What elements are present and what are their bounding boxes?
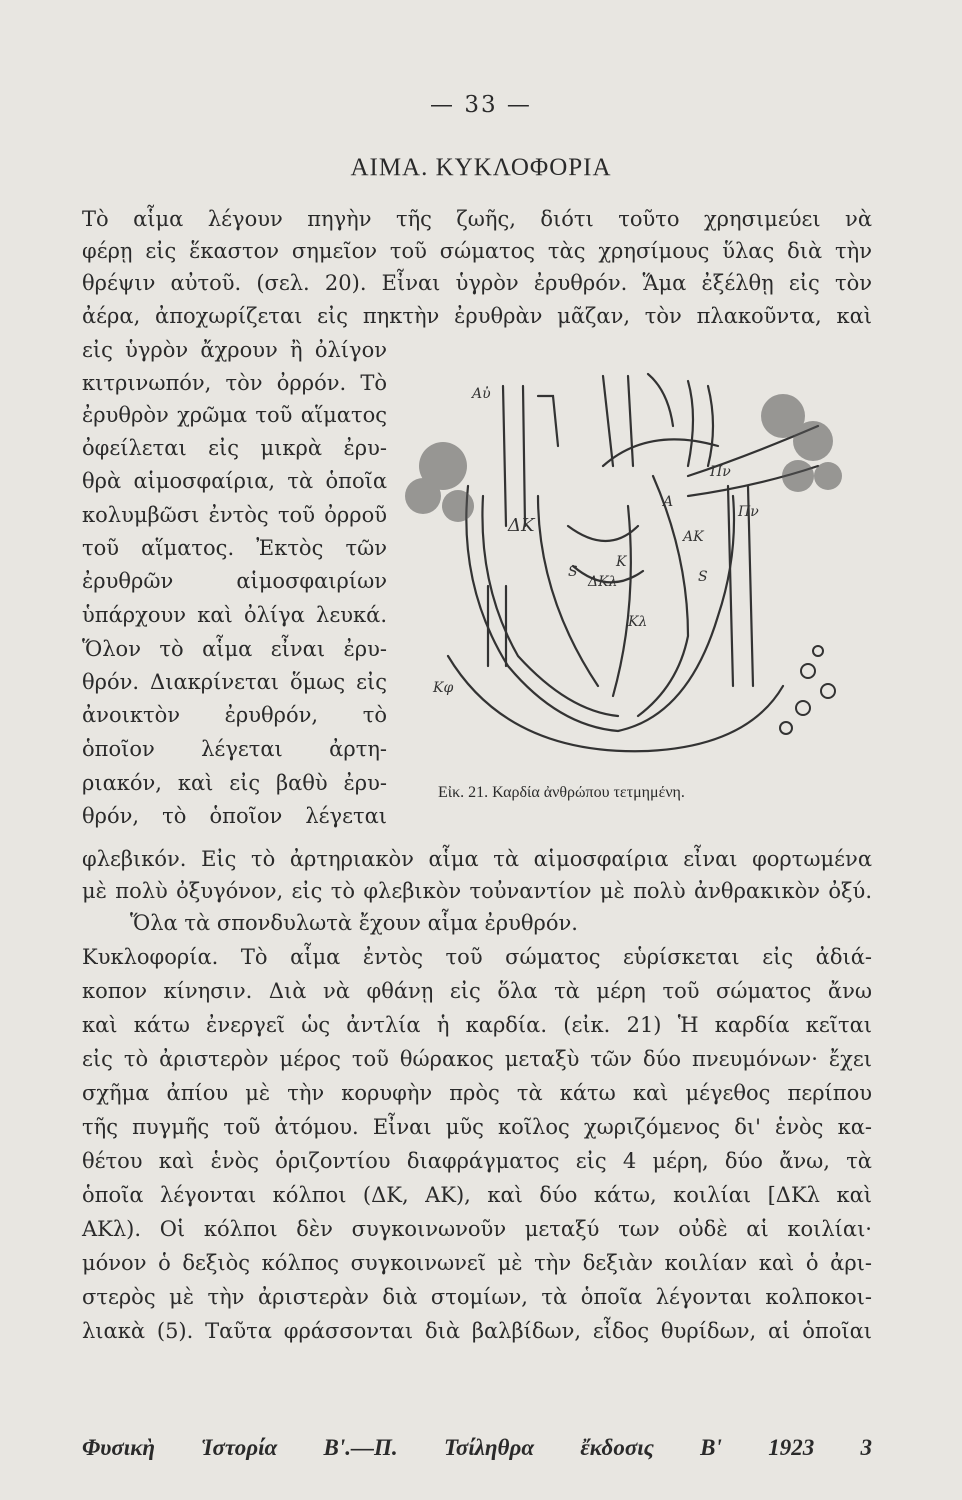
text-line: κολυμβῶσι ἐντὸς τοῦ ὀρροῦ xyxy=(82,503,387,527)
text-line: εἰς τὸ ἀριστερὸν μέρος τοῦ θώρακος μεταξὺ τῶν δύο πνευμόνων· ἔχει xyxy=(82,1047,872,1071)
text-line: ὁποῖον λέγεται ἀρτη- xyxy=(82,737,387,761)
text-line: ἀνοικτὸν ἐρυθρόν, τὸ xyxy=(82,703,387,727)
figure-caption: Εἰκ. 21. Καρδία ἀνθρώπου τετμημένη. xyxy=(438,784,685,801)
text-line: φέρῃ εἰς ἕκαστον σημεῖον τοῦ σώματος τὰς χρησίμους ὕλας διὰ τὴν xyxy=(82,239,872,263)
figure-label: Κλ xyxy=(628,614,648,630)
text-line: ὀφείλεται εἰς μικρὰ ἐρυ- xyxy=(82,436,387,460)
text-line: καὶ κάτω ἐνεργεῖ ὡς ἀντλία ἡ καρδία. (εἰκ. 21) Ἡ καρδία κεῖται xyxy=(82,1013,872,1037)
text-line: κιτρινωπόν, τὸν ὀρρόν. Τὸ xyxy=(82,371,387,395)
text-line: Κυκλοφορία. Τὸ αἷμα ἐντὸς τοῦ σώματος εὑρίσκεται εἰς ἀδιά- xyxy=(82,945,872,969)
text-line: ριακόν, καὶ εἰς βαθὺ ἐρυ- xyxy=(82,771,387,795)
text-line: Ὅλα τὰ σπονδυλωτὰ ἔχουν αἷμα ἐρυθρόν. xyxy=(130,911,578,935)
text-line: τοῦ αἵματος. Ἐκτὸς τῶν xyxy=(82,536,387,560)
text-line: κοπον κίνησιν. Διὰ νὰ φθάνῃ εἰς ὅλα τὰ μέρη τοῦ σώματος ἄνω xyxy=(82,979,872,1003)
text-line: λιακὰ (5). Ταῦτα φράσσονται διὰ βαλβίδων, εἶδος θυρίδων, αἱ ὁποῖαι xyxy=(82,1319,872,1343)
figure-label: Α xyxy=(663,494,674,510)
text-line: ἐρυθρὸν χρῶμα τοῦ αἵματος xyxy=(82,403,387,427)
text-line: μόνον ὁ δεξιὸς κόλπος συγκοινωνεῖ μὲ τὴν δεξιὰν κοιλίαν καὶ ὁ ἀρι- xyxy=(82,1251,872,1275)
text-line: ὑπάρχουν καὶ ὀλίγα λευκά. xyxy=(82,603,387,627)
figure-label: S xyxy=(568,564,578,580)
text-line: θρέψιν αὐτοῦ. (σελ. 20). Εἶναι ὑγρὸν ἐρυθρόν. Ἅμα ἐξέλθῃ εἰς τὸν xyxy=(82,271,872,295)
text-line: θρὰ αἱμοσφαίρια, τὰ ὁποῖα xyxy=(82,469,387,493)
text-line: σχῆμα ἀπίου μὲ τὴν κορυφὴν πρὸς τὰ κάτω καὶ μέγεθος περίπου xyxy=(82,1081,872,1105)
figure-label: Κφ xyxy=(433,680,454,696)
text-line: θρόν, τὸ ὁποῖον λέγεται xyxy=(82,804,387,828)
text-line: θρόν. Διακρίνεται ὅμως εἰς xyxy=(82,670,387,694)
text-line: ΑΚλ). Οἱ κόλποι δὲν συγκοινωνοῦν μεταξύ των οὐδὲ αἱ κοιλίαι· xyxy=(82,1217,872,1241)
heart-figure xyxy=(388,356,878,776)
figure-label: ΔΚ xyxy=(508,515,535,536)
figure-label: Πν xyxy=(710,464,731,480)
text-line: ἀέρα, ἀποχωρίζεται εἰς πηκτὴν ἐρυθρὰν μᾶζαν, τὸν πλακοῦντα, καὶ xyxy=(82,304,872,328)
figure-label: Κ xyxy=(616,554,627,570)
figure-label: ΔΚλ xyxy=(588,574,618,590)
text-line: μὲ πολὺ ὀξυγόνον, εἰς τὸ φλεβικὸν τοὐναντίον μὲ πολὺ ἀνθρακικὸν ὀξύ. xyxy=(82,879,872,903)
page-footer: Φυσικὴ Ἱστορία Β'.—Π. Τσίληθρα ἔκδοσις Β' 1923 3 xyxy=(82,1435,872,1460)
text-line: φλεβικόν. Εἰς τὸ ἀρτηριακὸν αἷμα τὰ αἱμοσφαίρια εἶναι φορτωμένα xyxy=(82,847,872,871)
text-line: τῆς πυγμῆς τοῦ ἀτόμου. Εἶναι μῦς κοῖλος χωριζόμενος δι' ἑνὸς κα- xyxy=(82,1115,872,1139)
heart-cross-section-illustration xyxy=(388,356,878,776)
figure-label: Πν xyxy=(738,504,759,520)
text-line: ὁποῖα λέγονται κόλποι (ΔΚ, ΑΚ), καὶ δύο κάτω, κοιλίαι [ΔΚλ καὶ xyxy=(82,1183,872,1207)
chapter-title: ΑΙΜΑ. ΚΥΚΛΟΦΟΡΙΑ xyxy=(350,154,612,181)
figure-label: ΑΚ xyxy=(683,529,704,545)
text-line: στερὸς μὲ τὴν ἀριστερὰν διὰ στομίων, τὰ ὁποῖα λέγονται κολποκοι- xyxy=(82,1285,872,1309)
text-line: Τὸ αἷμα λέγουν πηγὴν τῆς ζωῆς, διότι τοῦτο χρησιμεύει νὰ xyxy=(82,207,872,231)
figure-label: S xyxy=(698,569,708,585)
text-line: εἰς ὑγρὸν ἄχρουν ἢ ὀλίγον xyxy=(82,338,387,362)
figure-label: Αὐ xyxy=(472,386,491,402)
text-line: θέτου καὶ ἑνὸς ὁριζοντίου διαφράγματος εἰς 4 μέρη, δύο ἄνω, τὰ xyxy=(82,1149,872,1173)
page-number: — 33 — xyxy=(430,92,532,118)
text-line: ἐρυθρῶν αἱμοσφαιρίων xyxy=(82,569,387,593)
text-line: Ὅλον τὸ αἷμα εἶναι ἐρυ- xyxy=(82,637,387,661)
